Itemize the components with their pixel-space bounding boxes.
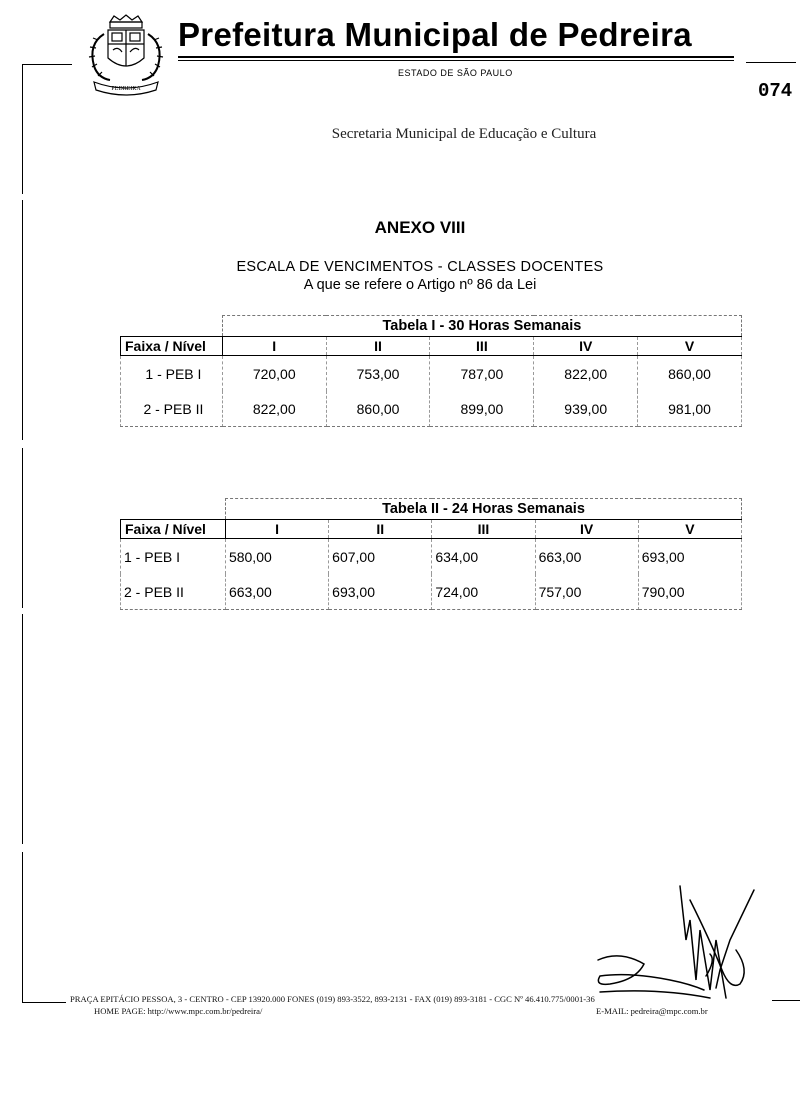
level-header: III <box>430 337 534 356</box>
level-header: I <box>225 520 328 539</box>
level-header: V <box>638 337 742 356</box>
table-cell: 634,00 <box>432 539 535 575</box>
table-cell: 663,00 <box>535 539 638 575</box>
table-cell: 724,00 <box>432 574 535 610</box>
footer-email: E-MAIL: pedreira@mpc.com.br <box>596 1006 708 1016</box>
header-rule <box>178 56 734 58</box>
margin-rule <box>22 200 23 440</box>
annex-reference: A que se refere o Artigo nº 86 da Lei <box>303 277 537 293</box>
page-number: 074 <box>758 80 793 102</box>
annex-title: ANEXO VIII <box>374 218 466 237</box>
margin-rule <box>22 448 23 608</box>
footer-address: PRAÇA EPITÁCIO PESSOA, 3 - CENTRO - CEP 13920.000 FONES (019) 893-3522, 893-2131 - FAX (019) 893-3181 - CGC Nº 46.410.775/0001-36 <box>70 994 595 1004</box>
table-row <box>121 574 742 610</box>
table-cell: 860,00 <box>638 356 742 392</box>
state-label: ESTADO DE SÃO PAULO <box>398 68 513 78</box>
table-cell: 580,00 <box>225 539 328 575</box>
table-cell: 693,00 <box>638 539 741 575</box>
table-cell: 753,00 <box>326 356 430 392</box>
table-cell: 822,00 <box>222 391 326 427</box>
border-rule <box>746 62 796 63</box>
level-header: I <box>222 337 326 356</box>
salary-table-24h <box>120 498 742 610</box>
level-header: IV <box>534 337 638 356</box>
coat-of-arms-icon <box>80 14 172 98</box>
table-row <box>121 391 742 427</box>
margin-rule <box>22 852 23 1002</box>
table-cell: 790,00 <box>638 574 741 610</box>
table-cell: 607,00 <box>329 539 432 575</box>
margin-rule <box>22 614 23 844</box>
salary-table-30h <box>120 315 742 427</box>
level-header: II <box>326 337 430 356</box>
footer-homepage: HOME PAGE: http://www.mpc.com.br/pedreira/ <box>94 1006 263 1016</box>
table-cell: 787,00 <box>430 356 534 392</box>
row-label: 1 - PEB I <box>121 356 223 392</box>
margin-rule <box>22 64 23 194</box>
header-rule-thin <box>178 60 734 61</box>
table-cell: 981,00 <box>638 391 742 427</box>
table-cell: 663,00 <box>225 574 328 610</box>
row-label: 2 - PEB II <box>121 391 223 427</box>
row-label: 2 - PEB II <box>121 574 226 610</box>
row-header: Faixa / Nível <box>121 337 223 356</box>
secretaria-label: Secretaria Municipal de Educação e Cultura <box>331 126 597 142</box>
row-header: Faixa / Nível <box>121 520 226 539</box>
table-row <box>121 356 742 392</box>
annex-subtitle: ESCALA DE VENCIMENTOS - CLASSES DOCENTES <box>236 259 604 275</box>
table-cell: 693,00 <box>329 574 432 610</box>
row-label: 1 - PEB I <box>121 539 226 575</box>
table-cell: 757,00 <box>535 574 638 610</box>
svg-text:PEDREIRA: PEDREIRA <box>111 86 141 92</box>
border-rule <box>22 1002 66 1003</box>
border-rule <box>22 64 72 65</box>
table-cell: 822,00 <box>534 356 638 392</box>
table-caption: Tabela I - 30 Horas Semanais <box>222 316 741 337</box>
table-cell: 720,00 <box>222 356 326 392</box>
level-header: III <box>432 520 535 539</box>
table-cell: 860,00 <box>326 391 430 427</box>
table-cell: 899,00 <box>430 391 534 427</box>
level-header: V <box>638 520 741 539</box>
table-cell: 939,00 <box>534 391 638 427</box>
level-header: II <box>329 520 432 539</box>
table-row <box>121 539 742 575</box>
level-header: IV <box>535 520 638 539</box>
page-title: Prefeitura Municipal de Pedreira <box>178 16 692 53</box>
table-caption: Tabela II - 24 Horas Semanais <box>225 499 741 520</box>
